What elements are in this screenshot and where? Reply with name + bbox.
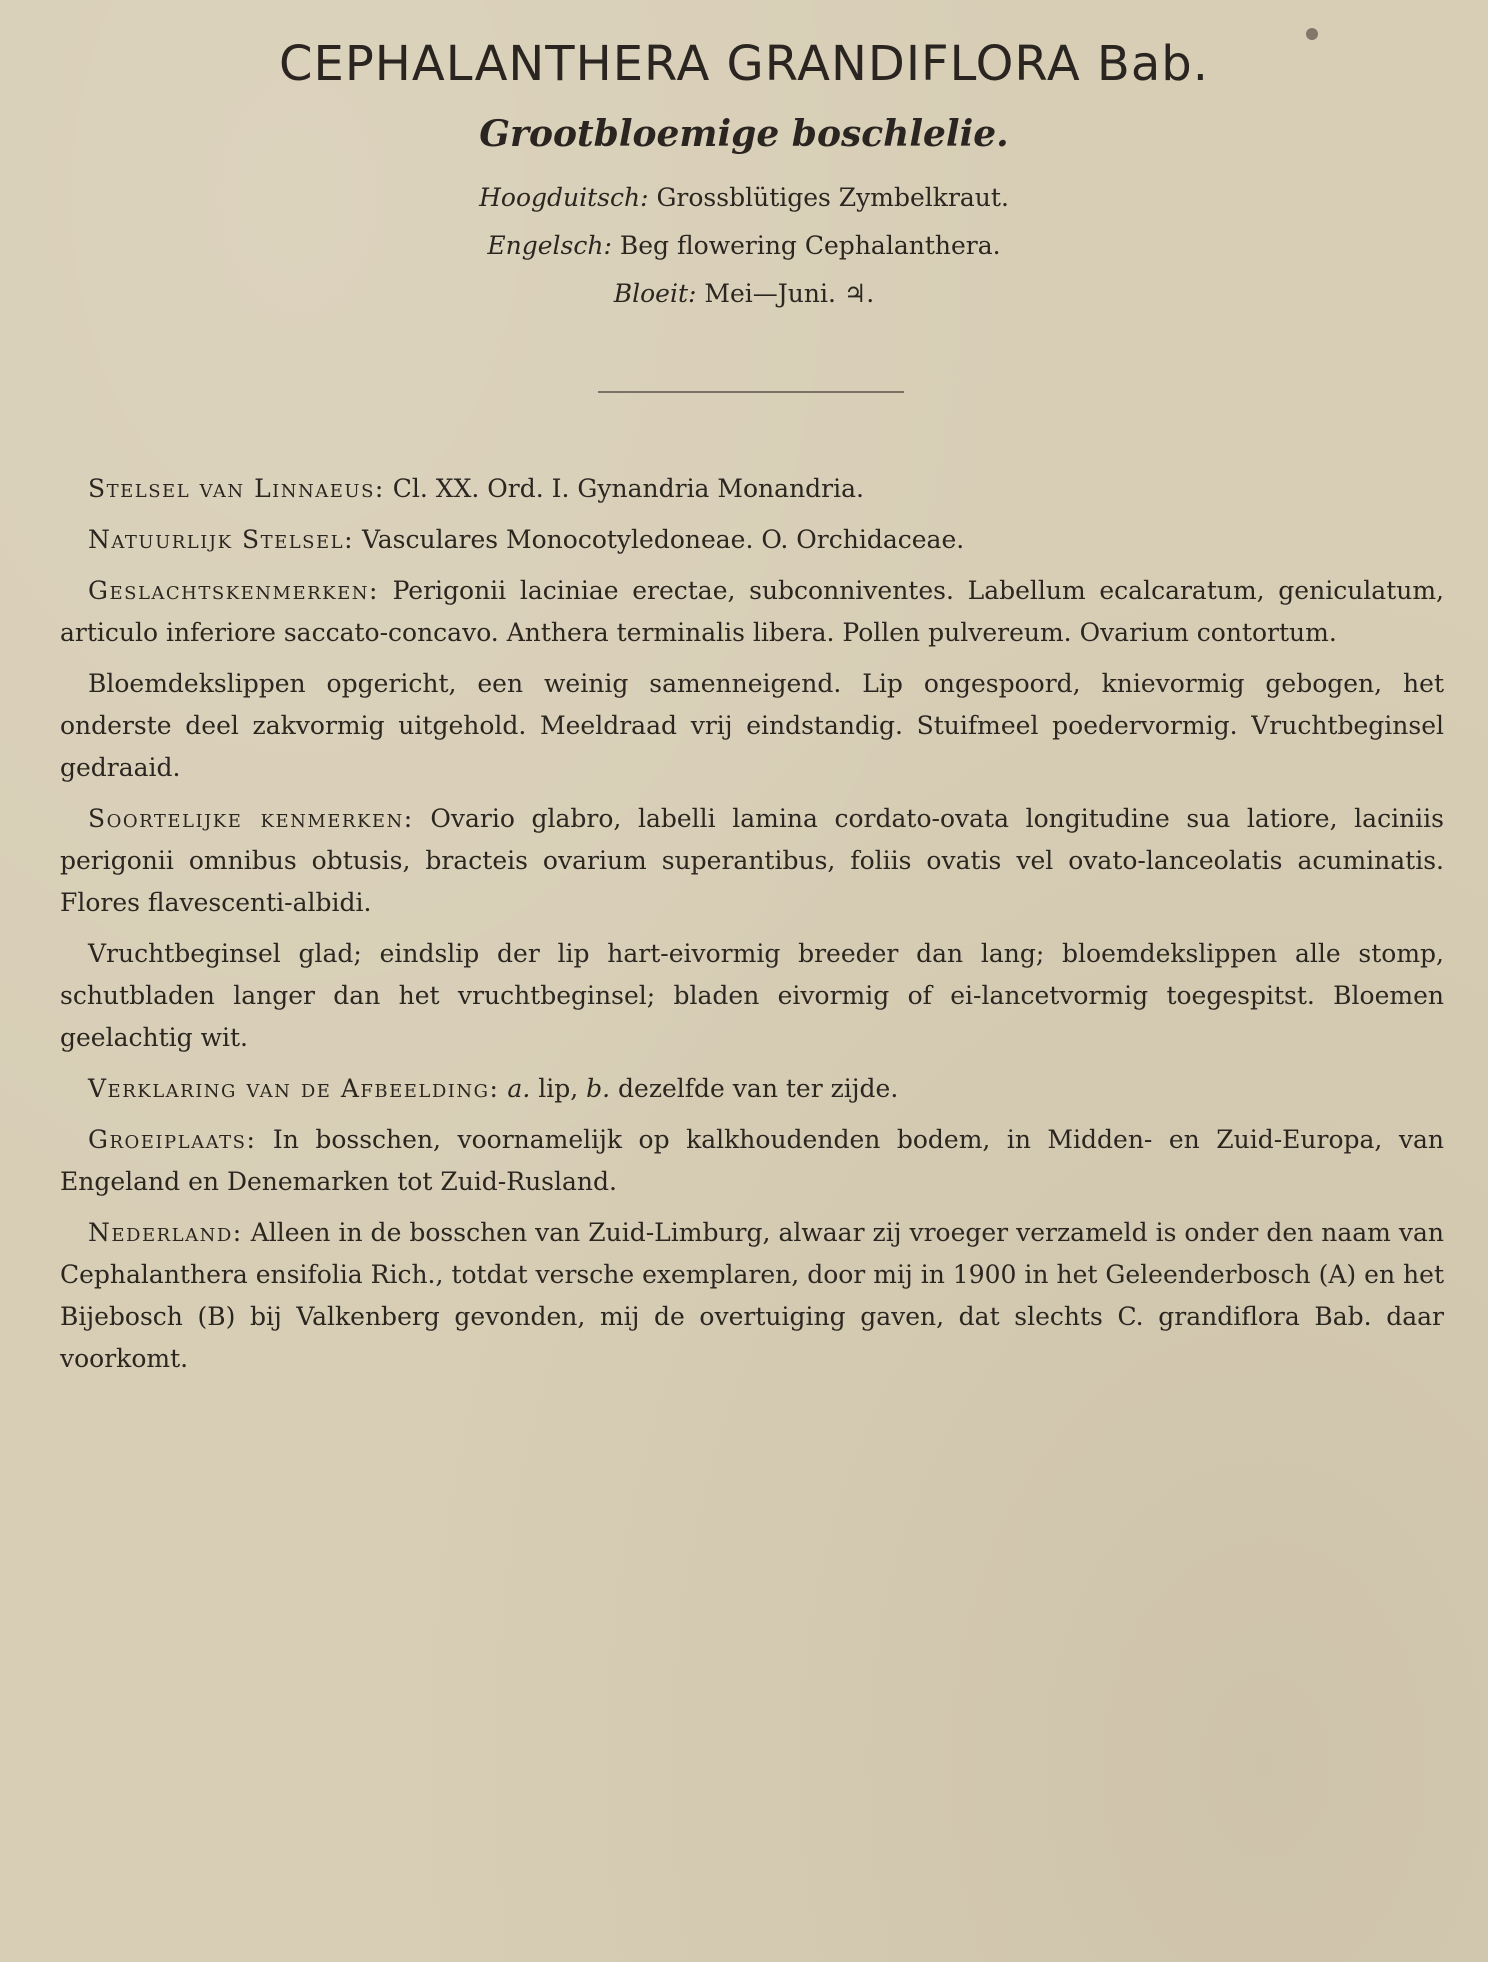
section-natuurlijk: [60, 519, 1444, 561]
meta-label: Bloeit:: [613, 279, 697, 308]
meta-value: Mei—Juni. ♃.: [696, 279, 875, 308]
section-groeiplaats: [60, 1119, 1444, 1203]
meta-german: [0, 174, 1488, 222]
section-label: Verklaring van de Afbeelding:: [88, 1074, 500, 1103]
section-text: Ovario glabro, labelli lamina cordato-ovata longitudine sua latiore, laciniis perigonii omnibus obtusis, bracteis ovarium superantibus, foliis ovatis vel ovato-lanceolatis acuminatis. Flores flavescenti-albidi.: [60, 804, 1444, 917]
meta-value: Grossblütiges Zymbelkraut.: [648, 183, 1009, 212]
figure-b-letter: b.: [578, 1074, 611, 1103]
section-geslacht: [60, 570, 1444, 654]
meta-english: [0, 222, 1488, 270]
section-label: Nederland:: [88, 1218, 243, 1247]
section-nederland: [60, 1212, 1444, 1380]
meta-block: [0, 174, 1488, 318]
meta-bloom: [0, 270, 1488, 318]
section-soort: [60, 798, 1444, 924]
section-verklaring: [60, 1068, 1444, 1110]
section-linnaeus: [60, 468, 1444, 510]
species-title: CEPHALANTHERA GRANDIFLORA Bab.: [279, 36, 1209, 92]
section-text: Cl. XX. Ord. I. Gynandria Monandria.: [384, 474, 864, 503]
section-label: Stelsel van Linnaeus:: [88, 474, 385, 503]
section-soort-nl: [60, 933, 1444, 1059]
section-text: Vruchtbeginsel glad; eindslip der lip hart-eivormig breeder dan lang; bloemdekslippen alle stomp, schutbladen langer dan het vruchtbeginsel; bladen eivormig of ei-lancetvormig toegespitst. Bloemen geelachtig wit.: [60, 939, 1444, 1052]
meta-label: Engelsch:: [487, 231, 612, 260]
figure-b-text: dezelfde van ter zijde.: [610, 1074, 899, 1103]
dutch-name: Grootbloemige boschlelie.: [479, 113, 1009, 155]
meta-label: Hoogduitsch:: [479, 183, 649, 212]
header: [0, 34, 1488, 318]
section-text: Alleen in de bosschen van Zuid-Limburg, alwaar zij vroeger verzameld is onder den naam van Cephalanthera ensifolia Rich., totdat versche exemplaren, door mij in 1900 in het Geleenderbosch (A) en het Bijebosch (B) bij Valkenberg gevonden, mij de overtuiging gaven, dat slechts C. grandiflora Bab. daar voorkomt.: [60, 1218, 1444, 1373]
section-text: Vasculares Monocotyledoneae. O. Orchidaceae.: [354, 525, 965, 554]
section-geslacht-nl: [60, 663, 1444, 789]
meta-value: Beg flowering Cephalanthera.: [611, 231, 1001, 260]
figure-a-text: lip,: [530, 1074, 579, 1103]
section-text: Bloemdekslippen opgericht, een weinig samenneigend. Lip ongespoord, knievormig gebogen, het onderste deel zakvormig uitgehold. Meeldraad vrij eindstandig. Stuifmeel poedervormig. Vruchtbeginsel gedraaid.: [60, 669, 1444, 782]
section-text: Perigonii laciniae erectae, subconniventes. Labellum ecalcaratum, geniculatum, articulo inferiore saccato-concavo. Anthera terminalis libera. Pollen pulvereum. Ovarium contortum.: [60, 576, 1444, 647]
section-label: Geslachtskenmerken:: [88, 576, 379, 605]
divider: [598, 391, 904, 393]
section-text: In bosschen, voornamelijk op kalkhoudenden bodem, in Midden- en Zuid-Europa, van Engeland en Denemarken tot Zuid-Rusland.: [60, 1125, 1444, 1196]
section-label: Soortelijke kenmerken:: [88, 804, 414, 833]
body-text: [60, 468, 1444, 1389]
section-label: Natuurlijk Stelsel:: [88, 525, 355, 554]
section-label: Groeiplaats:: [88, 1125, 257, 1154]
figure-a-letter: a.: [499, 1074, 531, 1103]
